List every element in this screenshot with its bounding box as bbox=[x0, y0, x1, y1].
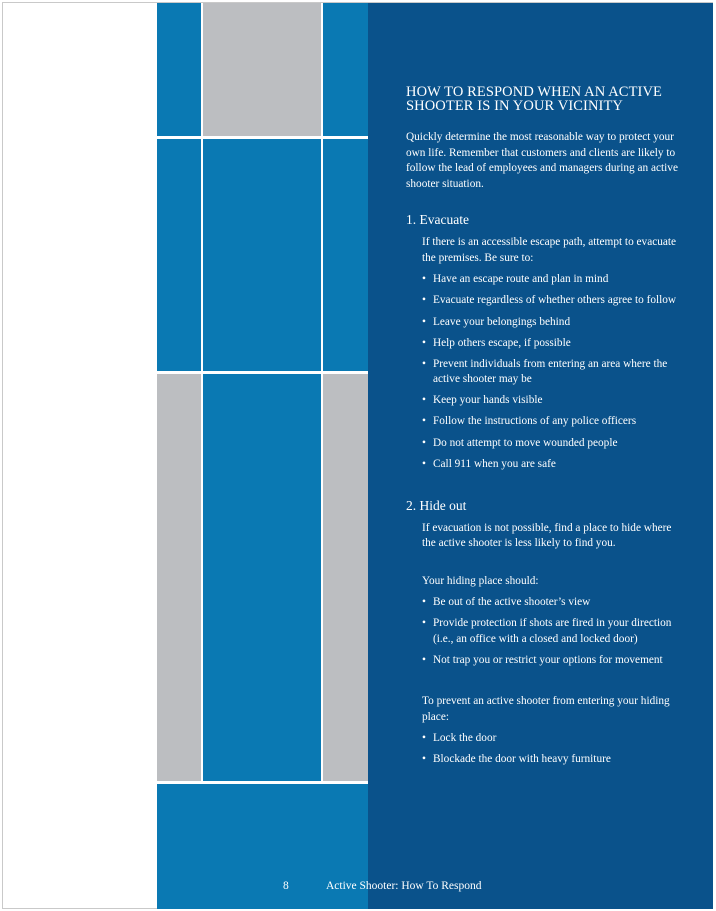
bullet-icon: • bbox=[422, 294, 426, 307]
mosaic-tile bbox=[203, 3, 321, 136]
mosaic-tile bbox=[157, 374, 201, 781]
mosaic-tile bbox=[323, 139, 368, 371]
list-item: • Evacuate regardless of whether others agree to follow bbox=[422, 293, 686, 309]
list-item: • Blockade the door with heavy furniture bbox=[422, 752, 686, 768]
bullet-icon: • bbox=[422, 315, 426, 328]
bullet-icon: • bbox=[422, 357, 426, 370]
footer-title: Active Shooter: How To Respond bbox=[326, 880, 482, 892]
page-footer bbox=[283, 880, 482, 892]
list-item: • Have an escape route and plan in mind bbox=[422, 272, 686, 288]
list-item: • Follow the instructions of any police officers bbox=[422, 414, 686, 430]
bullet-icon: • bbox=[422, 753, 426, 766]
bullet-icon: • bbox=[422, 596, 426, 609]
section-title-hide-out: 2. Hide out bbox=[406, 497, 467, 513]
content-panel bbox=[368, 3, 713, 909]
list-item: • Not trap you or restrict your options for movement bbox=[422, 653, 686, 669]
bullet-icon: • bbox=[422, 394, 426, 407]
prevent-entry-list bbox=[422, 731, 686, 768]
bullet-icon: • bbox=[422, 732, 426, 744]
mosaic-tile bbox=[323, 374, 368, 781]
mosaic-tile bbox=[157, 139, 201, 371]
bullet-icon: • bbox=[422, 336, 426, 349]
evacuate-intro: If there is an accessible escape path, attempt to evacuate the premises. Be sure to: bbox=[422, 236, 677, 264]
bullet-icon: • bbox=[422, 273, 426, 286]
page-heading: HOW TO RESPOND WHEN AN ACTIVE SHOOTER IS IN YOUR VICINITY bbox=[406, 84, 662, 114]
list-item: • Prevent individuals from entering an area where the active shooter may be bbox=[422, 357, 668, 386]
section-hide-out bbox=[422, 521, 686, 768]
hiding-place-list bbox=[422, 595, 686, 668]
list-item: • Help others escape, if possible bbox=[422, 336, 686, 352]
list-item: • Be out of the active shooter’s view bbox=[422, 595, 686, 611]
hiding-place-label: Your hiding place should: bbox=[422, 574, 539, 587]
list-item: • Leave your belongings behind bbox=[422, 315, 686, 331]
section-title-evacuate: 1. Evacuate bbox=[406, 212, 469, 228]
hide-intro: If evacuation is not possible, find a place to hide where the active shooter is less likely to find you. bbox=[422, 521, 672, 550]
page-number: 8 bbox=[283, 880, 289, 892]
list-item: • Lock the door bbox=[422, 731, 686, 747]
list-item: • Call 911 when you are safe bbox=[422, 457, 686, 473]
list-item: • Do not attempt to move wounded people bbox=[422, 436, 686, 452]
evacuate-list bbox=[422, 272, 686, 472]
content-column bbox=[406, 85, 686, 773]
decorative-mosaic bbox=[157, 3, 368, 909]
list-item: • Keep your hands visible bbox=[422, 393, 686, 409]
list-item: • Provide protection if shots are fired in your direction (i.e., an office with a closed and locked door) bbox=[422, 617, 672, 645]
mosaic-tile bbox=[203, 374, 321, 781]
prevent-entry-label: To prevent an active shooter from entering your hiding place: bbox=[422, 695, 670, 723]
mosaic-tile bbox=[203, 139, 321, 371]
bullet-icon: • bbox=[422, 457, 426, 470]
mosaic-tile bbox=[157, 3, 201, 136]
bullet-icon: • bbox=[422, 415, 426, 428]
bullet-icon: • bbox=[422, 436, 426, 449]
intro-paragraph: Quickly determine the most reasonable way to protect your own life. Remember that customers and clients are likely to follow the lead of employees and managers during an active shooter situation. bbox=[406, 131, 678, 190]
bullet-icon: • bbox=[422, 653, 426, 666]
section-evacuate bbox=[422, 235, 686, 472]
mosaic-tile bbox=[323, 3, 368, 136]
bullet-icon: • bbox=[422, 617, 426, 630]
